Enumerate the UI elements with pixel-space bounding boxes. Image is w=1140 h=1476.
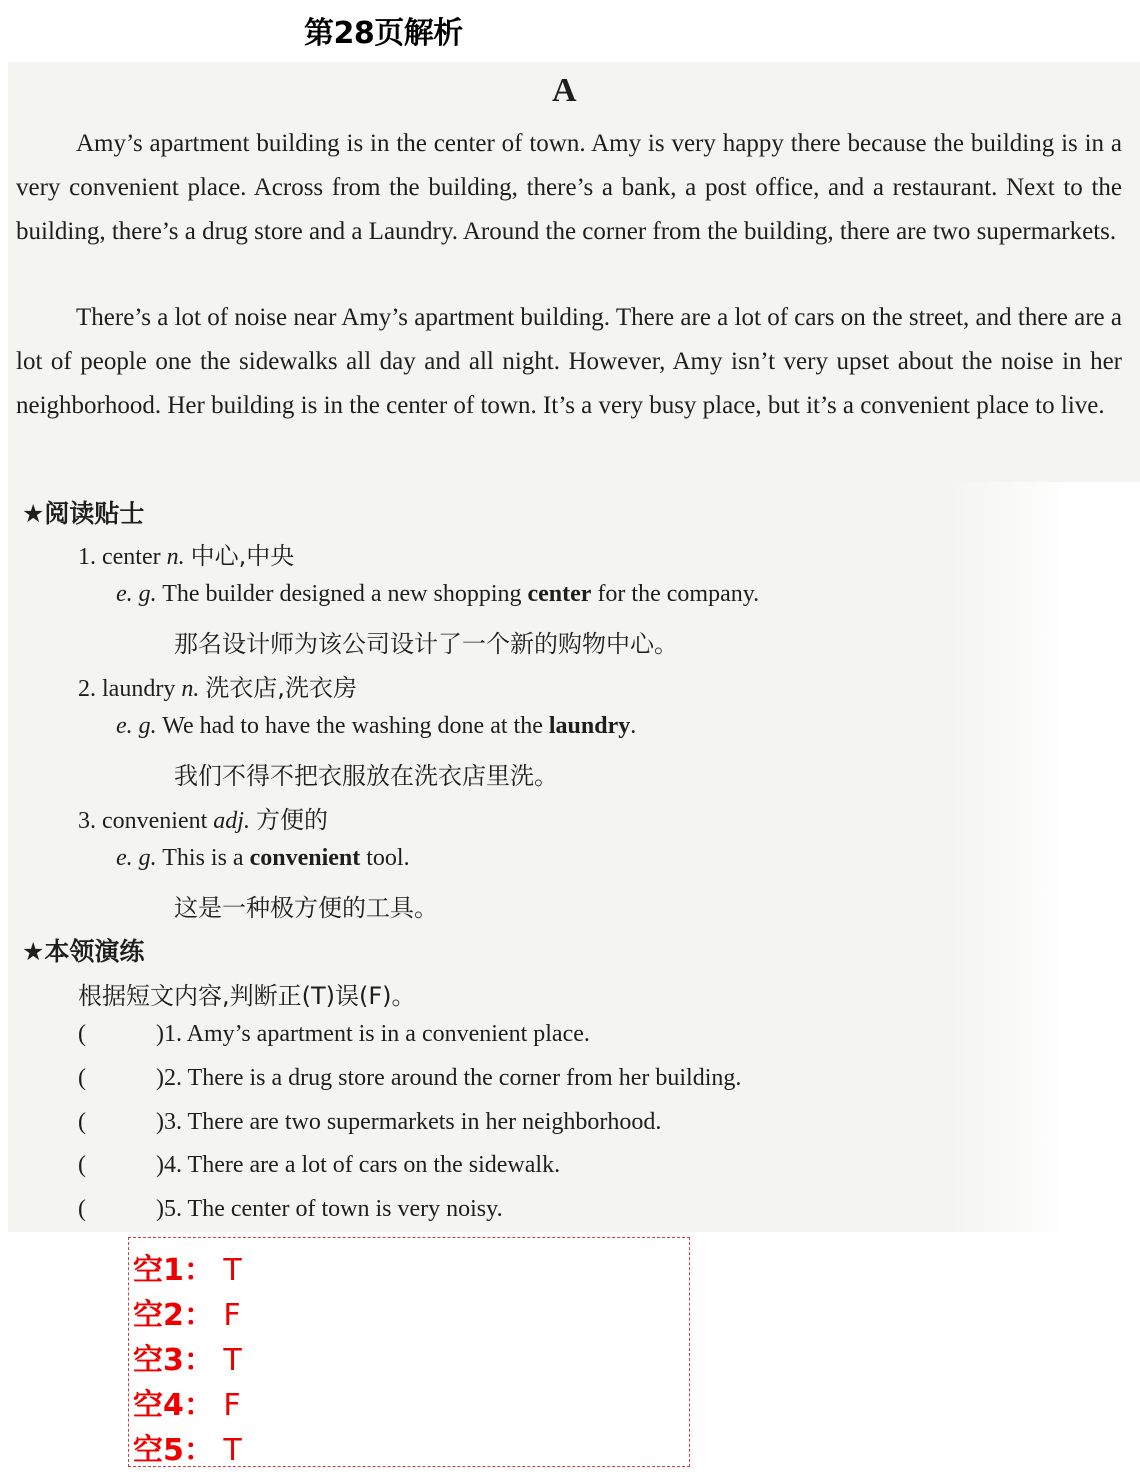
question-row	[78, 1152, 560, 1179]
page-title: 第28页解析	[304, 16, 463, 51]
tip-meaning: 中心,中央	[190, 542, 295, 570]
eg-label: e. g.	[116, 713, 157, 739]
tip-pos: n.	[181, 676, 200, 702]
question-row	[78, 1109, 661, 1136]
answer-value: T	[223, 1343, 242, 1378]
eg-label: e. g.	[116, 581, 157, 607]
eg-text-end: for the company.	[597, 581, 760, 607]
answer-value: T	[223, 1253, 242, 1288]
scan-shade	[948, 482, 1140, 1232]
question-text: )2. There is a drug store around the corner from her building.	[156, 1065, 742, 1091]
question-text: )4. There are a lot of cars on the sidewalk.	[156, 1152, 561, 1178]
tip-meaning: 方便的	[255, 806, 328, 834]
answer-label: 空3：	[133, 1343, 214, 1378]
tip-number: 1.	[78, 544, 96, 570]
reading-tips-heading: ★阅读贴士	[22, 499, 145, 528]
answer-paren[interactable]: (	[78, 1152, 86, 1178]
answer-label: 空1：	[133, 1253, 214, 1288]
passage-paragraph-1: Amy’s apartment building is in the center of town. Amy is very happy there because the building is in a very convenient place. Across from the building, there’s a bank, a post office, and a restaurant. Next to the building, there’s a drug store and a Laundry. Around the corner from the building, there are two supermarkets.	[16, 130, 1122, 245]
eg-text-end: tool.	[366, 845, 410, 871]
answer-paren[interactable]: (	[78, 1021, 86, 1047]
question-row	[78, 1021, 590, 1048]
answer-value: F	[223, 1298, 241, 1333]
section-heading: A	[552, 72, 577, 109]
eg-keyword: laundry	[548, 713, 631, 739]
tip-translation: 这是一种极方便的工具。	[174, 894, 438, 922]
tip-entry	[78, 668, 357, 703]
question-text: )3. There are two supermarkets in her neighborhood.	[156, 1109, 662, 1135]
answer-value: T	[223, 1433, 242, 1468]
answer-label: 空5：	[133, 1433, 214, 1468]
tip-pos: n.	[166, 544, 185, 570]
answer-line	[133, 1245, 242, 1289]
eg-text: We had to have the washing done at the	[162, 713, 543, 739]
tip-number: 3.	[78, 808, 96, 834]
answer-value: F	[223, 1388, 241, 1423]
tip-translation: 我们不得不把衣服放在洗衣店里洗。	[174, 762, 558, 790]
eg-text-end: .	[630, 713, 637, 739]
eg-label: e. g.	[116, 845, 157, 871]
answer-line	[133, 1425, 242, 1469]
eg-text: This is a	[162, 845, 244, 871]
tip-example	[116, 581, 759, 608]
answer-label: 空2：	[133, 1298, 214, 1333]
answer-paren[interactable]: (	[78, 1065, 86, 1091]
eg-text: The builder designed a new shopping	[162, 581, 522, 607]
answer-paren[interactable]: (	[78, 1196, 86, 1222]
practice-heading: ★本领演练	[22, 937, 145, 966]
passage-paragraph-2: There’s a lot of noise near Amy’s apartment building. There are a lot of cars on the street, and there are a lot of people one the sidewalks all day and all night. However, Amy isn’t very upset about the noise in her neighborhood. Her building is in the center of town. It’s a very busy place, but it’s a convenient place to live.	[16, 304, 1122, 419]
tip-number: 2.	[78, 676, 96, 702]
tip-entry	[78, 536, 294, 571]
tip-example	[116, 713, 636, 740]
tip-entry	[78, 800, 328, 835]
tip-translation: 那名设计师为该公司设计了一个新的购物中心。	[174, 630, 678, 658]
eg-keyword: center	[527, 581, 592, 607]
tip-pos: adj.	[213, 808, 250, 834]
question-row	[78, 1065, 741, 1092]
practice-instruction: 根据短文内容,判断正(T)误(F)。	[78, 982, 416, 1010]
question-text: )1. Amy’s apartment is in a convenient place.	[156, 1021, 590, 1047]
tip-meaning: 洗衣店,洗衣房	[205, 674, 357, 702]
answer-line	[133, 1335, 242, 1379]
tip-word: laundry	[102, 676, 176, 702]
answer-paren[interactable]: (	[78, 1109, 86, 1135]
eg-keyword: convenient	[249, 845, 361, 871]
answer-line	[133, 1290, 241, 1334]
question-row	[78, 1196, 503, 1223]
tip-word: center	[102, 544, 161, 570]
answer-label: 空4：	[133, 1388, 214, 1423]
tip-example	[116, 845, 410, 872]
answer-line	[133, 1380, 241, 1424]
tip-word: convenient	[102, 808, 208, 834]
question-text: )5. The center of town is very noisy.	[156, 1196, 503, 1222]
